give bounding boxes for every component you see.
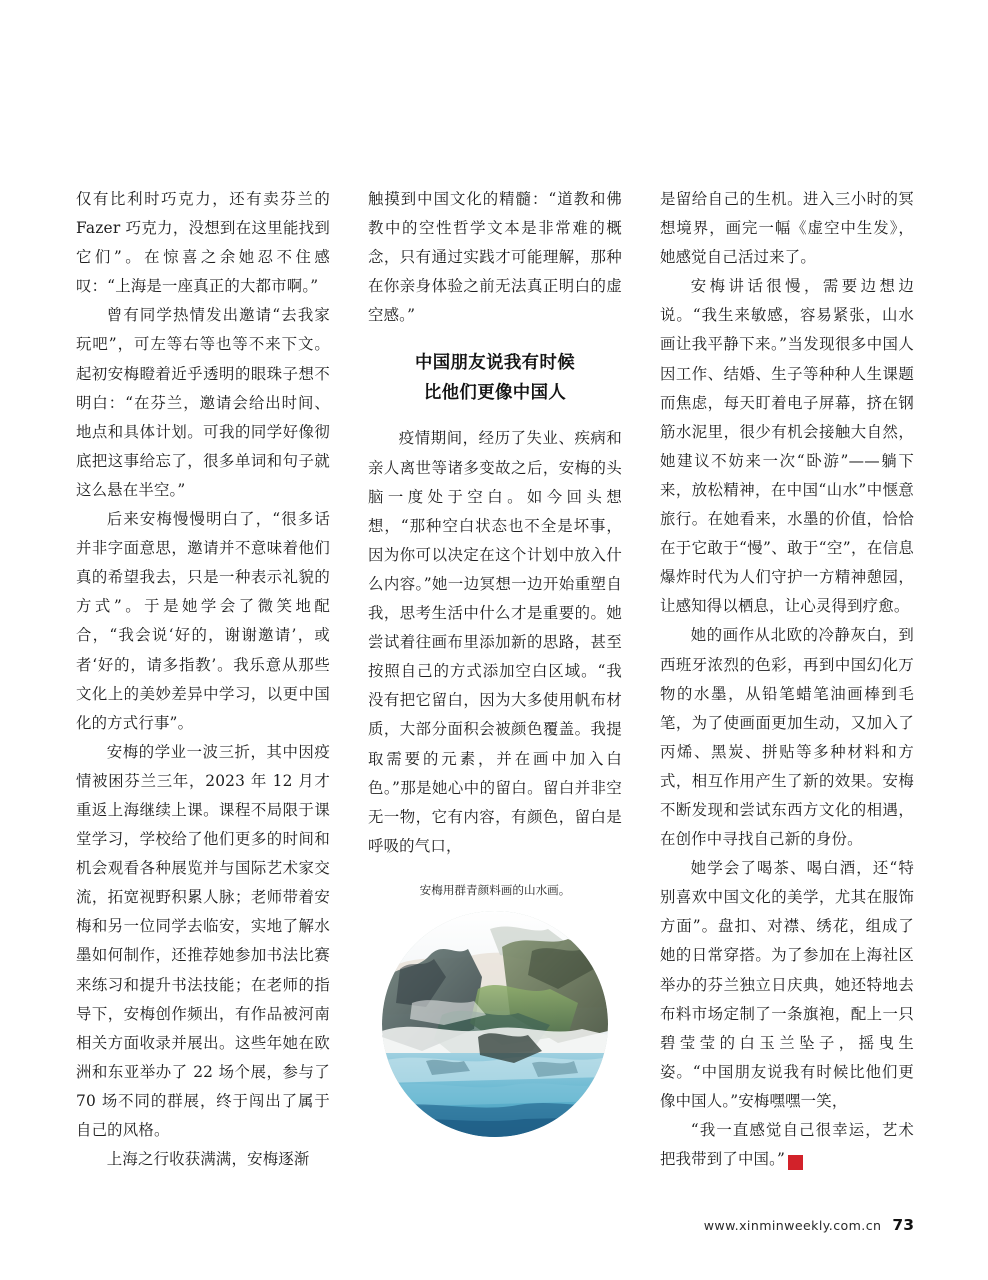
figure-caption: 安梅用群青颜料画的山水画。 bbox=[419, 882, 571, 897]
paragraph: 疫情期间，经历了失业、疾病和亲人离世等诸多变故之后，安梅的头脑一度处于空白。如今回头想想，“那种空白状态也不全是坏事，因为你可以决定在这个计划中放入什么内容。”她一边冥想一边开始重塑自我，思考生活中什么才是重要的。她尝试着往画布里添加新的思路，甚至按照自己的方式添加空白区域。“我没有把它留白，因为大多使用帆布材质，大部分面积会被颜色覆盖。我提取需要的元素，并在画中加入白色。”那是她心中的留白。留白并非空无一物，它有内容，有颜色，留白是呼吸的气口， bbox=[368, 429, 622, 855]
paragraph: 是留给自己的生机。进入三小时的冥想境界，画完一幅《虚空中生发》，她感觉自己活过来了。 bbox=[660, 190, 914, 267]
page-footer bbox=[704, 1216, 914, 1234]
paragraph: 安梅的学业一波三折，其中因疫情被困芬兰三年，2023 年 12 月才重返上海继续上课。课程不局限于课堂学习，学校给了他们更多的时间和机会观看各种展览并与国际艺术家交流，拓宽视野积累人脉；老师带着安梅和另一位同学去临安，实地了解水墨如何制作，还推荐她参加书法比赛来练习和提升书法技能；在老师的指导下，安梅创作频出，有作品被河南相关方面收录并展出。这些年她在欧洲和东亚举办了 22 场个展，参与了 70 场不同的群展，终于闯出了属于自己的风格。 bbox=[76, 742, 330, 1139]
section-subheading: 中国朋友说我有时候 比他们更像中国人 bbox=[414, 353, 576, 404]
paragraph: 上海之行收获满满，安梅逐渐 bbox=[106, 1150, 310, 1169]
paragraph-final bbox=[660, 1116, 914, 1174]
paragraph: 她学会了喝茶、喝白酒，还“特别喜欢中国文化的美学，尤其在服饰方面”。盘扣、对襟、绣花，组成了她的日常穿搭。为了参加在上海社区举办的芬兰独立日庆典，她还特地去布料市场定制了一条旗袍，配上一只碧莹莹的白玉兰坠子，摇曳生姿。“中国朋友说我有时候比他们更像中国人。”安梅嘿嘿一笑， bbox=[660, 859, 914, 1110]
website-url: www.xinminweekly.com.cn bbox=[703, 1218, 882, 1233]
end-of-article-mark: R bbox=[788, 1155, 803, 1170]
page-number: 73 bbox=[892, 1216, 914, 1234]
paragraph: 触摸到中国文化的精髓：“道教和佛教中的空性哲学文本是非常难的概念，只有通过实践才可能理解，那种在你亲身体验之前无法真正明白的虚空感。” bbox=[368, 190, 622, 325]
article-columns bbox=[76, 185, 916, 1205]
paragraph: 后来安梅慢慢明白了，“很多话并非字面意思，邀请并不意味着他们真的希望我去，只是一种表示礼貌的方式”。于是她学会了微笑地配合，“我会说‘好的，谢谢邀请’，或者‘好的，请多指教’。我乐意从那些文化上的美妙差异中学习，以更中国化的方式行事”。 bbox=[76, 510, 330, 732]
paragraph: 安梅讲话很慢，需要边想边说。“我生来敏感，容易紧张，山水画让我平静下来。”当发现很多中国人因工作、结婚、生子等种种人生课题而焦虑，每天盯着电子屏幕，挤在钢筋水泥里，很少有机会接触大自然，她建议不妨来一次“卧游”——躺下来，放松精神，在中国“山水”中惬意旅行。在她看来，水墨的价值，恰恰在于它敢于“慢”、敢于“空”，在信息爆炸时代为人们守护一方精神憩园，让感知得以栖息，让心灵得到疗愈。 bbox=[660, 277, 914, 616]
paragraph: 仅有比利时巧克力，还有卖芬兰的Fazer 巧克力，没想到在这里能找到它们”。在惊喜之余她忍不住感叹：“上海是一座真正的大都市啊。” bbox=[76, 190, 330, 296]
figure bbox=[368, 881, 622, 1137]
landscape-painting-photo bbox=[382, 911, 608, 1137]
paragraph: 她的画作从北欧的冷静灰白，到西班牙浓烈的色彩，再到中国幻化万物的水墨，从铅笔蜡笔油画棒到毛笔，为了使画面更加生动，又加入了丙烯、黑炭、拼贴等多种材料和方式，相互作用产生了新的效果。安梅不断发现和尝试东西方文化的相遇，在创作中寻找自己新的身份。 bbox=[660, 626, 914, 849]
column-middle bbox=[368, 185, 622, 1205]
column-left bbox=[76, 185, 330, 1205]
column-right bbox=[660, 185, 914, 1205]
paragraph: 曾有同学热情发出邀请“去我家玩吧”，可左等右等也等不来下文。起初安梅瞪着近乎透明的眼珠子想不明白：“在芬兰，邀请会给出时间、地点和具体计划。可我的同学好像彻底把这事给忘了，很多单词和句子就这么悬在半空。” bbox=[76, 306, 330, 499]
paragraph-final-text: “我一直感觉自己很幸运，艺术把我带到了中国。” bbox=[660, 1121, 914, 1169]
